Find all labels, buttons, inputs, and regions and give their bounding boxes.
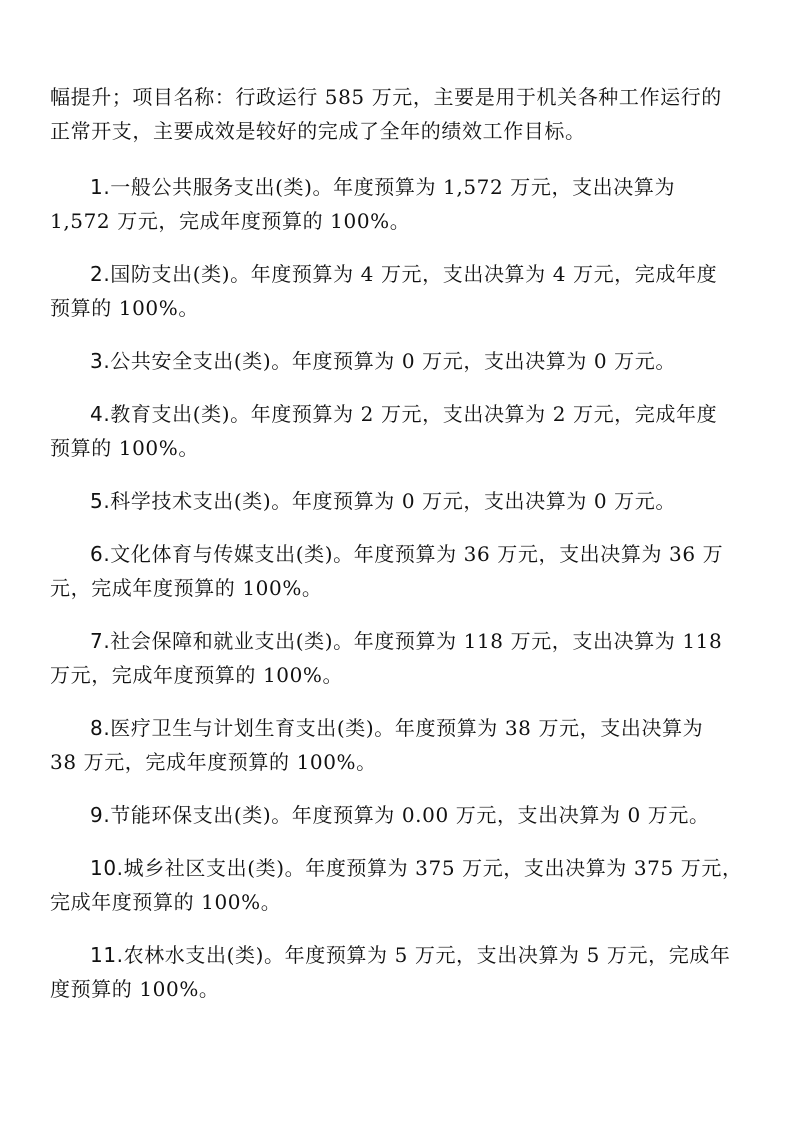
item-6-text: 文化体育与传媒支出(类)。年度预算为 36 万元，支出决算为 36 万 xyxy=(110,542,724,566)
item-4-text: 教育支出(类)。年度预算为 2 万元，支出决算为 2 万元，完成年度 xyxy=(110,402,718,426)
item-10-text: 城乡社区支出(类)。年度预算为 375 万元，支出决算为 375 万元， xyxy=(123,856,743,880)
item-6-line-2: 元，完成年度预算的 100%。 xyxy=(50,576,323,600)
item-7-text: 社会保障和就业支出(类)。年度预算为 118 万元，支出决算为 118 xyxy=(110,629,723,653)
item-4-number: 4. xyxy=(90,402,111,426)
item-8-line-2: 38 万元，完成年度预算的 100%。 xyxy=(50,750,377,774)
item-1-line-1 xyxy=(50,170,750,204)
item-paragraph-4 xyxy=(50,397,750,465)
item-5-number: 5. xyxy=(90,489,111,513)
item-paragraph-6 xyxy=(50,537,750,605)
item-3-line-1 xyxy=(50,344,750,378)
item-paragraph-10 xyxy=(50,851,750,919)
item-10-line-1 xyxy=(50,851,750,885)
item-11-text: 农林水支出(类)。年度预算为 5 万元，支出决算为 5 万元，完成年 xyxy=(123,943,731,967)
item-6-line-1 xyxy=(50,537,750,571)
item-9-line-1 xyxy=(50,798,750,832)
item-paragraph-1 xyxy=(50,170,750,238)
item-paragraph-8 xyxy=(50,711,750,779)
item-paragraph-2 xyxy=(50,257,750,325)
intro-line-1: 幅提升；项目名称：行政运行 585 万元，主要是用于机关各种工作运行的 xyxy=(50,85,722,109)
item-2-line-1 xyxy=(50,257,750,291)
item-2-line-2: 预算的 100%。 xyxy=(50,296,199,320)
item-7-line-2: 万元，完成年度预算的 100%。 xyxy=(50,663,344,687)
item-11-number: 11. xyxy=(90,943,124,967)
item-1-number: 1. xyxy=(90,175,111,199)
item-5-text: 科学技术支出(类)。年度预算为 0 万元，支出决算为 0 万元。 xyxy=(110,489,676,513)
item-7-number: 7. xyxy=(90,629,111,653)
item-10-line-2: 完成年度预算的 100%。 xyxy=(50,890,282,914)
item-11-line-1 xyxy=(50,938,750,972)
item-8-text: 医疗卫生与计划生育支出(类)。年度预算为 38 万元，支出决算为 xyxy=(110,716,704,740)
item-9-number: 9. xyxy=(90,803,111,827)
item-6-number: 6. xyxy=(90,542,111,566)
item-8-number: 8. xyxy=(90,716,111,740)
intro-paragraph xyxy=(50,80,750,148)
item-2-number: 2. xyxy=(90,262,111,286)
item-9-text: 节能环保支出(类)。年度预算为 0.00 万元，支出决算为 0 万元。 xyxy=(110,803,710,827)
item-paragraph-7 xyxy=(50,624,750,692)
item-8-line-1 xyxy=(50,711,750,745)
item-1-line-2: 1,572 万元，完成年度预算的 100%。 xyxy=(50,209,411,233)
item-11-line-2: 度预算的 100%。 xyxy=(50,977,220,1001)
item-10-number: 10. xyxy=(90,856,124,880)
item-4-line-1 xyxy=(50,397,750,431)
item-5-line-1 xyxy=(50,484,750,518)
item-3-number: 3. xyxy=(90,349,111,373)
item-2-text: 国防支出(类)。年度预算为 4 万元，支出决算为 4 万元，完成年度 xyxy=(110,262,718,286)
item-paragraph-3 xyxy=(50,344,750,378)
item-paragraph-11 xyxy=(50,938,750,1006)
item-1-text: 一般公共服务支出(类)。年度预算为 1,572 万元，支出决算为 xyxy=(110,175,676,199)
item-paragraph-9 xyxy=(50,798,750,832)
item-4-line-2: 预算的 100%。 xyxy=(50,436,199,460)
item-7-line-1 xyxy=(50,624,750,658)
intro-line-2: 正常开支，主要成效是较好的完成了全年的绩效工作目标。 xyxy=(50,119,586,143)
item-paragraph-5 xyxy=(50,484,750,518)
item-3-text: 公共安全支出(类)。年度预算为 0 万元，支出决算为 0 万元。 xyxy=(110,349,676,373)
